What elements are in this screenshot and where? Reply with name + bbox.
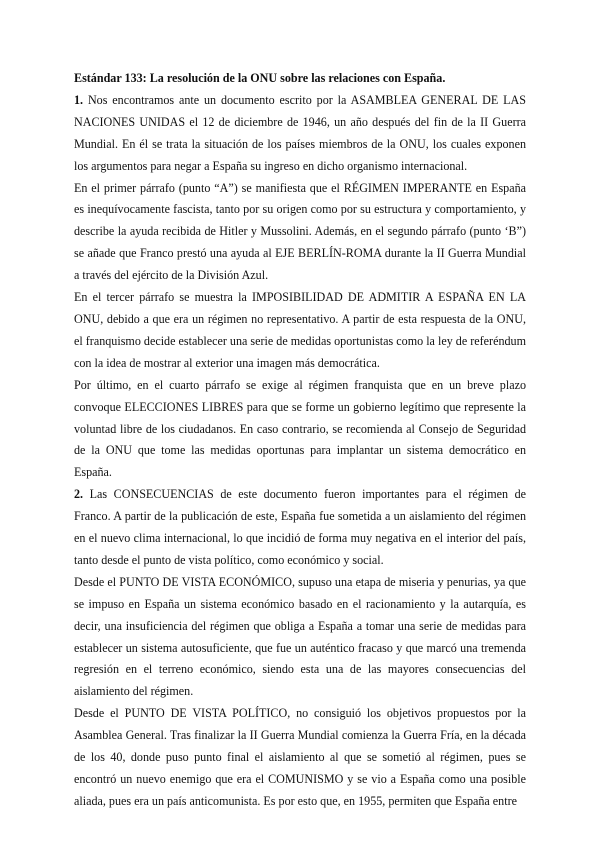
- document-body: [74, 68, 526, 813]
- paragraph-6-text: Desde el PUNTO DE VISTA ECONÓMICO, supuso una etapa de miseria y penurias, ya que se impuso en España un sistema económico basado en el racionamiento y la autarquía, es decir, una insuficiencia del régimen que obliga a España a tomar una serie de medidas para establecer un sistema autosuficiente, que fue un auténtico fracaso y que marcó una tremenda regresión en el terreno económico, siendo esta una de las mayores consecuencias del aislamiento del régimen.: [74, 574, 526, 699]
- section-number-1: 1.: [74, 92, 84, 107]
- paragraph-7: [74, 703, 526, 813]
- paragraph-1: [74, 90, 526, 178]
- paragraph-1-text: Nos encontramos ante un documento escrito por la ASAMBLEA GENERAL DE LAS NACIONES UNIDAS el 12 de diciembre de 1946, un año después del fin de la II Guerra Mundial. En él se trata la situación de los países miembros de la ONU, los cuales exponen los argumentos para negar a España su ingreso en dicho organismo internacional.: [74, 92, 526, 173]
- paragraph-5-text: Las CONSECUENCIAS de este documento fueron importantes para el régimen de Franco. A partir de la publicación de este, España fue sometida a un aislamiento del régimen en el nuevo clima internacional, lo que incidió de forma muy negativa en el interior del país, tanto desde el punto de vista político, como económico y social.: [74, 487, 526, 567]
- paragraph-7-text: Desde el PUNTO DE VISTA POLÍTICO, no consiguió los objetivos propuestos por la Asamblea General. Tras finalizar la II Guerra Mundial comienza la Guerra Fría, en la década de los 40, donde puso punto final el aislamiento al que se sometió al régimen, pues se encontró un nuevo enemigo que era el COMUNISMO y se vio a España como una posible aliada, pues era un país anticomunista. Es por esto que, en 1955, permiten que España entre: [74, 706, 526, 808]
- paragraph-5: [74, 484, 526, 572]
- paragraph-3: [74, 287, 526, 375]
- document-title: Estándar 133: La resolución de la ONU sobre las relaciones con España.: [74, 71, 446, 85]
- paragraph-4: [74, 375, 526, 485]
- section-number-2: 2.: [74, 487, 84, 502]
- paragraph-4-text: Por último, en el cuarto párrafo se exige al régimen franquista que en un breve plazo convoque ELECCIONES LIBRES para que se forme un gobierno legítimo que represente la voluntad libre de los ciudadanos. En caso contrario, se recomienda al Consejo de Seguridad de la ONU que tome las medidas oportunas para implantar un sistema democrático en España.: [74, 377, 526, 480]
- paragraph-6: [74, 572, 526, 703]
- paragraph-2-text: En el primer párrafo (punto “A”) se manifiesta que el RÉGIMEN IMPERANTE en España es inequívocamente fascista, tanto por su origen como por su estructura y comportamiento, y describe la ayuda recibida de Hitler y Mussolini. Además, en el segundo párrafo (punto ‘B”) se añade que Franco prestó una ayuda al EJE BERLÍN-ROMA durante la II Guerra Mundial a través del ejército de la División Azul.: [74, 180, 526, 283]
- paragraph-3-text: En el tercer párrafo se muestra la IMPOSIBILIDAD DE ADMITIR A ESPAÑA EN LA ONU, debido a que era un régimen no representativo. A partir de esta respuesta de la ONU, el franquismo decide establecer una serie de medidas oportunistas como la ley de referéndum con la idea de mostrar al exterior una imagen más democrática.: [74, 290, 526, 370]
- paragraph-2: [74, 178, 526, 288]
